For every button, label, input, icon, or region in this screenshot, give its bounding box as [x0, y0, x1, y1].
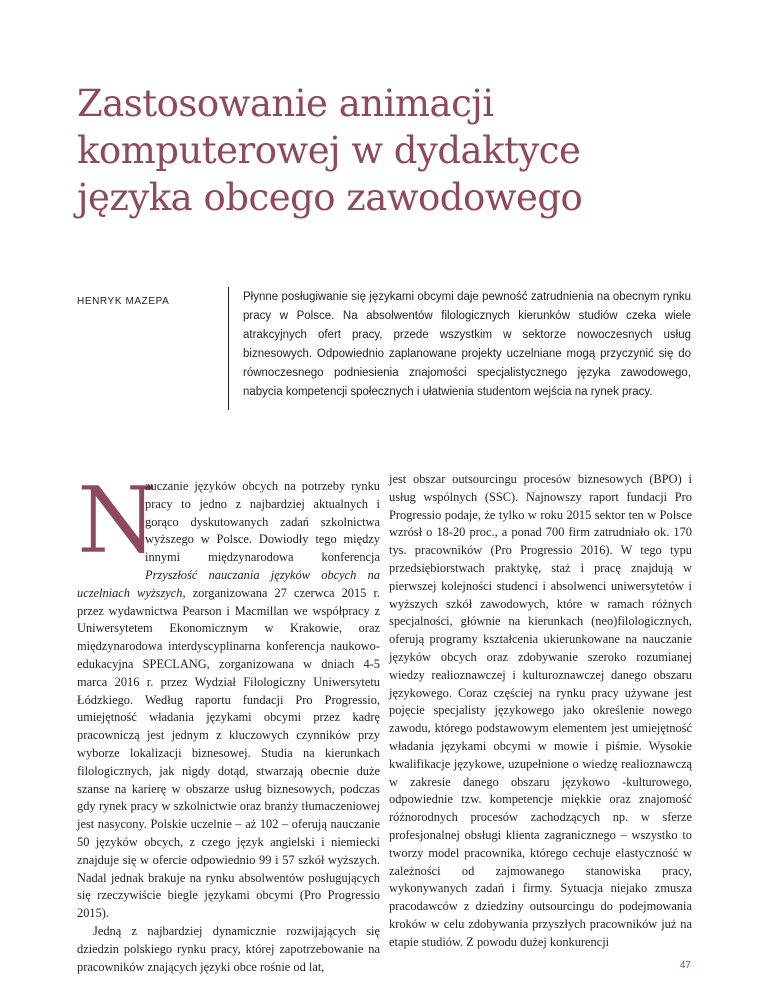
body-paragraph-1 — [77, 467, 380, 923]
abstract: Płynne posługiwanie się językami obcymi daje pewność zatrudnienia na obecnym rynku pracy w Polsce. Na absolwentów filologicznych kierunków studiów czeka wiele atrakcyjnych ofert pracy, przede wszystkim w sektorze nowoczesnych usług biznesowych. Odpowiednio zaplanowane projekty uczelniane mogą przyczynić się do równoczesnego podniesienia znajomości specjalistycznego języka zawodowego, nabycia kompetencji społecznych i ułatwienia studentom wejścia na rynek pracy. — [243, 291, 691, 398]
body-column-left — [77, 467, 380, 976]
drop-cap: N — [77, 467, 158, 574]
body-column-right — [389, 471, 692, 952]
conference-title: Przyszłość nauczania języków obcych na uczelniach wyższych — [77, 567, 380, 600]
title-line-3: języka obcego zawodowego — [77, 176, 583, 219]
page-number: 47 — [679, 960, 691, 971]
body-paragraph-3: jest obszar outsourcingu procesów biznesowych (BPO) i usług wspólnych (SSC). Najnowszy raport fundacji Pro Progressio podaje, że tylko w roku 2015 sektor ten w Polsce wzrósł o 18-20 proc., a ponad 700 firm zatrudniało ok. 170 tys. pracowników (Pro Progressio 2016). W tego typu przedsiębiorstwach praktykę, staż i pracę znajdują w pierwszej kolejności studenci i absolwenci uniwersytetów i wyższych szkół zawodowych, które w ramach różnych specjalności, głównie na kierunkach (neo)filologicznych, oferują programy kształcenia ukierunkowane na nauczanie języków obcych oraz zdobywanie szeroko rozumianej wiedzy realioznawczej i kulturoznawczej danego obszaru językowego. Coraz częściej na rynku pracy używane jest pojęcie specjalisty językowego jako określenie nowego zawodu, którego podstawowym elementem jest umiejętność władania językami obcymi w mowie i piśmie. Wysokie kwalifikacje językowe, uzupełnione o wiedzę realioznawczą w zakresie danego obszaru językowo -kulturowego, odpowiednie tzw. kompetencje miękkie oraz znajomość różnorodnych procesów zachodzących np. w sferze profesjonalnej obsługi klienta zagranicznego – wszystko to tworzy model pracownika, którego cechuje elastyczność w zależności od zajmowanego stanowiska pracy, wykonywanych zadań i firmy. Sytuacja niejako zmusza pracodawców z dziedziny outsourcingu do podejmowania kroków w celu zdobywania przyszłych pracowników już na etapie studiów. Z powodu dużej konkurencji — [389, 472, 692, 949]
article-title — [77, 80, 697, 221]
paragraph-1-end: , zorganizowana 27 czerwca 2015 r. przez wydawnictwa Pearson i Macmillan we współpracy z Uniwersytetem Ekonomicznym w Krakowie, oraz międzynarodowa interdyscyplinarna konferencja naukowo-edukacyjna SPECLANG, zorganizowana w dniach 4-5 marca 2016 r. przez Wydział Filologiczny Uniwersytetu Łódzkiego. Według raportu fundacji Pro Progressio, umiejętność władania językami obcymi przez kadrę pracowniczą jest jednym z kluczowych czynników przy wyborze lokalizacji biznesowej. Studia na kierunkach filologicznych, jak nigdy dotąd, stwarzają obecnie duże szanse na karierę w obszarze usług biznesowych, podczas gdy rynek pracy w szkolnictwie oraz branży tłumaczeniowej jest nasycony. Polskie uczelnie – aż 102 – oferują nauczanie 50 języków obcych, z czego język angielski i niemiecki znajduje się w ofercie odpowiednio 99 i 57 szkół wyższych. Nadal jednak brakuje na rynku absolwentów posługujących się rzeczywiście biegle językami obcymi (Pro Progressio 2015). — [77, 585, 380, 921]
author-name: HENRYK MAZEPA — [77, 296, 170, 307]
title-line-1: Zastosowanie animacji — [77, 82, 494, 125]
abstract-divider — [228, 287, 229, 410]
paragraph-1-start: auczanie języków obcych na potrzeby rynku pracy to jedno z najbardziej aktualnych i gorąco dyskutowanych zadań szkolnictwa wyższego w Polsce. Dowiodły tego między innymi międzynarodowa konferencja — [145, 479, 380, 565]
body-paragraph-2: Jedną z najbardziej dynamicznie rozwijających się dziedzin polskiego rynku pracy, której zapotrzebowanie na pracowników znających języki obce rośnie od lat, — [77, 923, 380, 974]
title-line-2: komputerowej w dydaktyce — [77, 129, 581, 172]
